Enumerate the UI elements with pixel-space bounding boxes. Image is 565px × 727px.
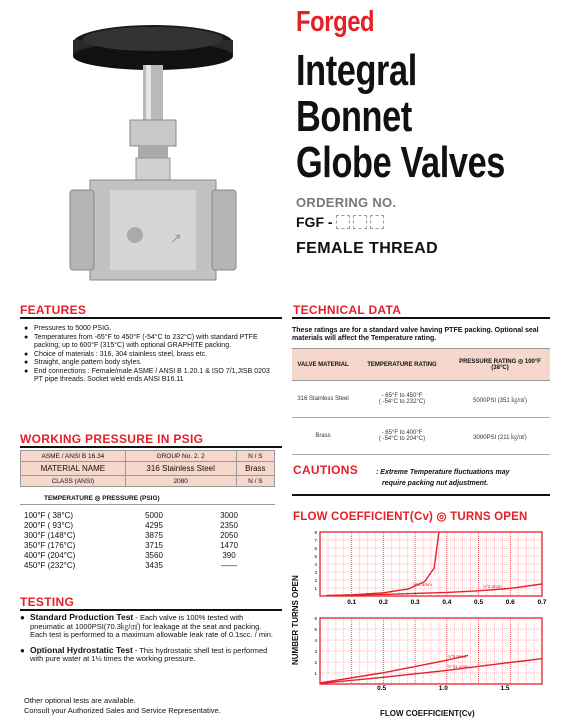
y-tick-label: 1 — [314, 586, 317, 591]
wp-stainless-value: 3435 — [145, 561, 163, 570]
y-tick-label: 5 — [314, 627, 317, 632]
feature-item: ● Straight, angle pattern body styles. — [24, 359, 279, 367]
flow-chart — [300, 522, 550, 712]
female-thread-label: FEMALE THREAD — [296, 240, 439, 257]
x-tick-label: 0.1 — [347, 599, 357, 606]
y-tick-label: 3 — [314, 570, 317, 575]
y-tick-label: 6 — [314, 546, 317, 551]
testing-item — [20, 646, 280, 664]
wp-divider — [20, 504, 275, 505]
wp-stainless-column — [138, 511, 170, 571]
testing-item-title: Standard Production Test — [30, 612, 134, 622]
wp-stainless-value: 3875 — [145, 531, 163, 540]
tech-cell: 3000PSI (211 ㎏/㎠) — [450, 418, 550, 455]
wp-temperature-column — [24, 511, 75, 571]
svg-text:↗: ↗ — [170, 230, 182, 246]
series-label: ½"4.4mm — [412, 581, 432, 587]
x-tick-label: 1.5 — [500, 685, 510, 692]
features-rule — [20, 317, 282, 319]
wp-brass-value: 2050 — [220, 531, 238, 540]
y-tick-label: 5 — [314, 554, 317, 559]
x-tick-label: 0.5 — [377, 685, 387, 692]
feature-item: ● Temperatures from -65°F to 450°F (-54°C to 232°C) with standard PTFE packing; up to 600°F (315°C) with optional GRAPHITE packing. — [24, 334, 279, 350]
wp-brass-value: 1470 — [220, 541, 238, 550]
wp-material-cell: MATERIAL NAME — [21, 462, 126, 476]
wp-header-cell: GROUP No. 2. 2 — [125, 451, 236, 462]
title-line-bonnet: Bonnet — [296, 92, 412, 141]
y-tick-label: 4 — [314, 638, 317, 643]
feature-item: ● Pressures to 5000 PSIG. — [24, 325, 279, 333]
flow-chart-title: FLOW COEFFICIENT(Cv) ◎ TURNS OPEN — [293, 511, 528, 523]
code-box-1 — [336, 215, 350, 229]
x-tick-label: 0.2 — [378, 599, 388, 606]
testing-other-note — [24, 696, 221, 715]
code-box-3 — [370, 215, 384, 229]
cautions-rule — [292, 494, 550, 496]
testing-list — [20, 613, 280, 670]
feature-item: ● End connections : Female/male ASME / ANSI B 1.20.1 & ISO 7/1,JISB 0203 PT pipe threads. Socket weld ends ANSI B16.11 — [24, 368, 279, 384]
tech-col-header: VALVE MATERIAL — [292, 349, 354, 381]
code-box-2 — [353, 215, 367, 229]
wp-temperature: 100°F ( 38°C) — [24, 511, 74, 520]
ordering-code — [296, 214, 384, 230]
feature-item: ● Choice of materials : 316, 304 stainless steel, brass etc. — [24, 351, 279, 359]
wp-class-cell: CLASS (ANSI) — [21, 476, 126, 487]
valve-image — [60, 15, 245, 290]
tech-col-header: PRESSURE RATING ◎ 100°F (38°C) — [450, 349, 550, 381]
tech-cell: Brass — [292, 418, 354, 455]
y-tick-label: 2 — [314, 578, 317, 583]
testing-item-text: - Each valve is 100% tested with pneumatic at 1000PSI(70.3㎏/㎠) for leakage at the seat and packing. Each test is performed to a maximum allowable leak rate of 0.1scc. / min. — [30, 613, 274, 639]
wp-brass-value: 2350 — [220, 521, 238, 530]
y-tick-label: 7 — [314, 538, 317, 543]
testing-other-line: Consult your Authorized Sales and Service Representative. — [24, 705, 221, 715]
series-label: ½"2.4mm — [482, 583, 502, 589]
tech-cell: - 65°F to 400°F ( -54°C to 204°C) — [354, 418, 450, 455]
flow-chart-ylabel: NUMBER TURNS OPEN — [291, 575, 300, 665]
wp-stainless-value: 3560 — [145, 551, 163, 560]
cautions-note — [376, 467, 510, 489]
wp-stainless-value: 5000 — [145, 511, 163, 520]
technical-table — [292, 348, 550, 455]
testing-item-text: - This hydrostatic shell test is performed with pure water at 1½ times the working pressure. — [30, 645, 268, 663]
ordering-label: ORDERING NO. — [296, 195, 397, 210]
wp-brass-value: —— — [221, 561, 237, 570]
title-line-globe-valves: Globe Valves — [296, 138, 505, 187]
y-tick-label: 2 — [314, 660, 317, 665]
technical-note: These ratings are for a standard valve having PTFE packing. Optional seal materials will affect the Temperature rating. — [292, 327, 539, 342]
title-line-integral: Integral — [296, 46, 417, 95]
wp-class-cell: 2080 — [125, 476, 236, 487]
y-tick-label: 6 — [314, 616, 317, 621]
x-tick-label: 0.7 — [537, 599, 547, 606]
wp-brass-value: 3000 — [220, 511, 238, 520]
features-list — [24, 325, 279, 385]
series-label: ½"11.1mm — [447, 663, 469, 669]
wp-temperature: 350°F (176°C) — [24, 541, 76, 550]
wp-material-cell: Brass — [236, 462, 274, 476]
y-tick-label: 4 — [314, 562, 317, 567]
wp-class-cell: N / S — [236, 476, 274, 487]
x-tick-label: 0.3 — [410, 599, 420, 606]
flow-chart-xlabel: FLOW COEFFICIENT(Cv) — [380, 709, 475, 718]
cautions-note-line: require packing nut adjustment. — [382, 480, 489, 487]
testing-rule — [20, 609, 282, 611]
wp-temperature: 400°F (204°C) — [24, 551, 76, 560]
y-tick-label: 3 — [314, 649, 317, 654]
series-label: ½"9.5mm — [447, 653, 467, 659]
tech-cell: 316 Stainless Steel — [292, 381, 354, 418]
tech-cell: - 65°F to 450°F ( -54°C to 232°C) — [354, 381, 450, 418]
working-pressure-heading: WORKING PRESSURE IN PSIG — [20, 432, 204, 446]
testing-item — [20, 613, 280, 640]
wp-temperature: 300°F (148°C) — [24, 531, 76, 540]
ordering-code-prefix: FGF - — [296, 214, 333, 230]
wp-brass-value: 390 — [222, 551, 236, 560]
x-tick-label: 0.5 — [474, 599, 484, 606]
wp-material-cell: 316 Stainless Steel — [125, 462, 236, 476]
wp-header-cell: N / S — [236, 451, 274, 462]
wp-column-heading: TEMPERATURE ◎ PRESSURE (PSIG) — [44, 495, 160, 502]
y-tick-label: 1 — [314, 671, 317, 676]
testing-other-line: Other optional tests are available. — [24, 696, 136, 705]
wp-temperature: 200°F ( 93°C) — [24, 521, 74, 530]
tech-col-header: TEMPERATURE RATING — [354, 349, 450, 381]
wp-header-cell: ASME / ANSI B 16.34 — [21, 451, 126, 462]
title-forged: Forged — [296, 6, 375, 38]
technical-rule — [292, 317, 550, 319]
wp-temperature: 450°F (232°C) — [24, 561, 76, 570]
working-pressure-table — [20, 450, 275, 487]
features-heading: FEATURES — [20, 303, 87, 317]
wp-stainless-value: 4295 — [145, 521, 163, 530]
cautions-heading: CAUTIONS — [293, 463, 359, 477]
x-tick-label: 0.6 — [505, 599, 515, 606]
working-pressure-rule — [20, 446, 282, 448]
testing-heading: TESTING — [20, 595, 75, 609]
tech-cell: 5000PSI (351 ㎏/㎠) — [450, 381, 550, 418]
wp-stainless-value: 3715 — [145, 541, 163, 550]
y-tick-label: 8 — [314, 530, 317, 535]
technical-heading: TECHNICAL DATA — [293, 303, 402, 317]
wp-brass-column — [213, 511, 245, 571]
testing-item-title: Optional Hydrostatic Test — [30, 644, 133, 655]
x-tick-label: 0.4 — [442, 599, 452, 606]
x-tick-label: 1.0 — [438, 685, 448, 692]
series-line — [320, 655, 468, 683]
cautions-note-line: : Extreme Temperature fluctuations may — [376, 469, 510, 476]
